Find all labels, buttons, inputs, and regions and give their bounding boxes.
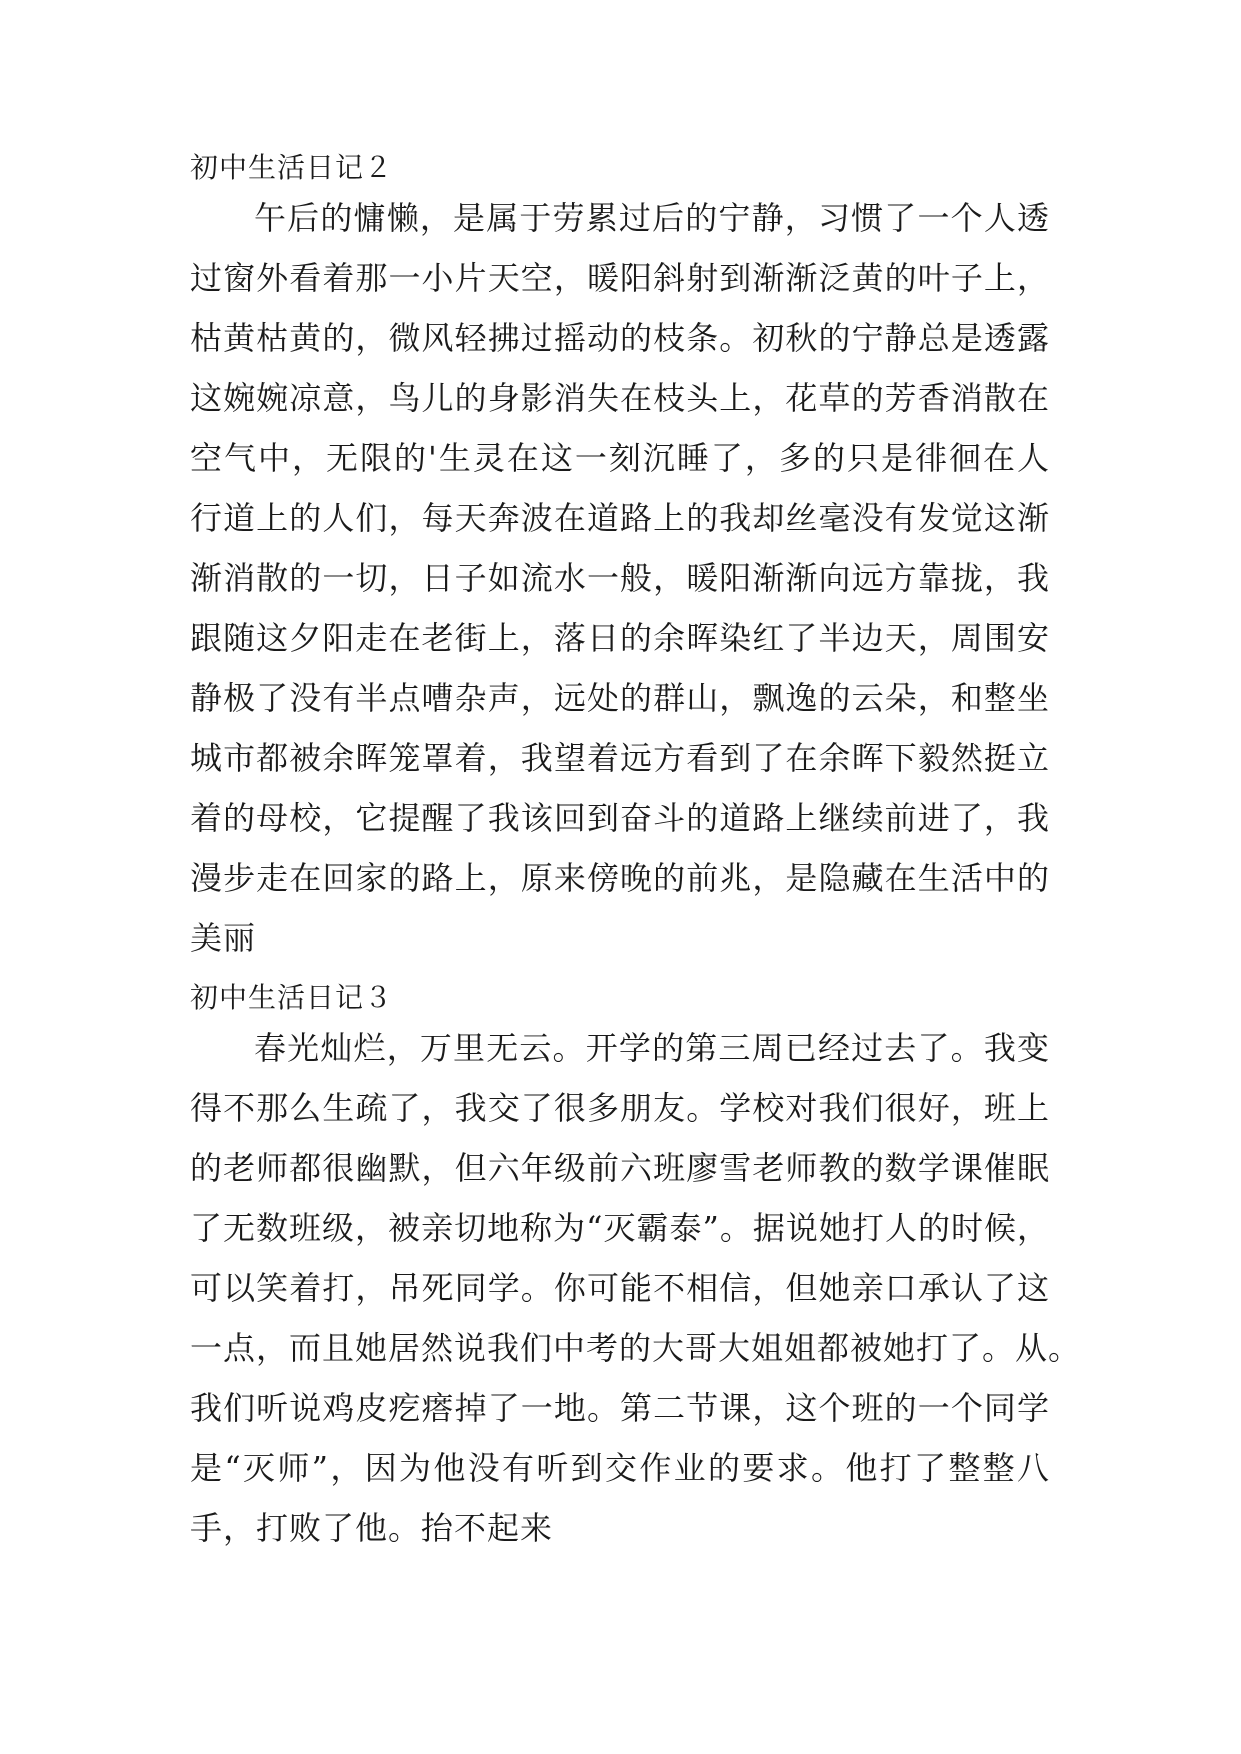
- paragraph-line: 可以笑着打，吊死同学。你可能不相信，但她亲口承认了这: [190, 1269, 1050, 1307]
- diary-2-body: [190, 188, 1050, 968]
- paragraph-line: 午后的慵懒，是属于劳累过后的宁静，习惯了一个人透: [254, 199, 1050, 237]
- paragraph-line: 是“灭师”，因为他没有听到交作业的要求。他打了整整八: [190, 1449, 1050, 1487]
- paragraph-line: 手，打败了他。抬不起来: [190, 1509, 554, 1547]
- paragraph-line: 漫步走在回家的路上，原来傍晚的前兆，是隐藏在生活中的: [190, 859, 1050, 897]
- paragraph-line: 的老师都很幽默，但六年级前六班廖雪老师教的数学课催眠: [190, 1149, 1050, 1187]
- paragraph-line: 空气中，无限的'生灵在这一刻沉睡了，多的只是徘徊在人: [190, 439, 1050, 477]
- paragraph-line: 过窗外看着那一小片天空，暖阳斜射到渐渐泛黄的叶子上，: [190, 259, 1050, 297]
- paragraph-line: 枯黄枯黄的，微风轻拂过摇动的枝条。初秋的宁静总是透露: [190, 319, 1050, 357]
- paragraph-line: 春光灿烂，万里无云。开学的第三周已经过去了。我变: [254, 1029, 1050, 1067]
- paragraph-line: 美丽: [190, 919, 257, 957]
- paragraph-line: 渐消散的一切，日子如流水一般，暖阳渐渐向远方靠拢，我: [190, 559, 1050, 597]
- paragraph-line: 这婉婉凉意，鸟儿的身影消失在枝头上，花草的芳香消散在: [190, 379, 1050, 417]
- paragraph-line: 得不那么生疏了，我交了很多朋友。学校对我们很好，班上: [190, 1089, 1050, 1127]
- paragraph-line: 跟随这夕阳走在老街上，落日的余晖染红了半边天，周围安: [190, 619, 1050, 657]
- paragraph-line: 一点，而且她居然说我们中考的大哥大姐姐都被她打了。从。: [190, 1329, 1082, 1367]
- paragraph-line: 静极了没有半点嘈杂声，远处的群山，飘逸的云朵，和整坐: [190, 679, 1050, 717]
- diary-3-body: [190, 1018, 1082, 1558]
- paragraph-line: 行道上的人们，每天奔波在道路上的我却丝毫没有发觉这渐: [190, 499, 1050, 537]
- paragraph-line: 了无数班级，被亲切地称为“灭霸泰”。据说她打人的时候，: [190, 1209, 1050, 1247]
- diary-3-title: 初中生活日记３: [190, 981, 394, 1014]
- paragraph-line: 城市都被余晖笼罩着，我望着远方看到了在余晖下毅然挺立: [190, 739, 1050, 777]
- diary-2-title: 初中生活日记２: [190, 151, 394, 184]
- paragraph-line: 我们听说鸡皮疙瘩掉了一地。第二节课，这个班的一个同学: [190, 1389, 1050, 1427]
- paragraph-line: 着的母校，它提醒了我该回到奋斗的道路上继续前进了，我: [190, 799, 1050, 837]
